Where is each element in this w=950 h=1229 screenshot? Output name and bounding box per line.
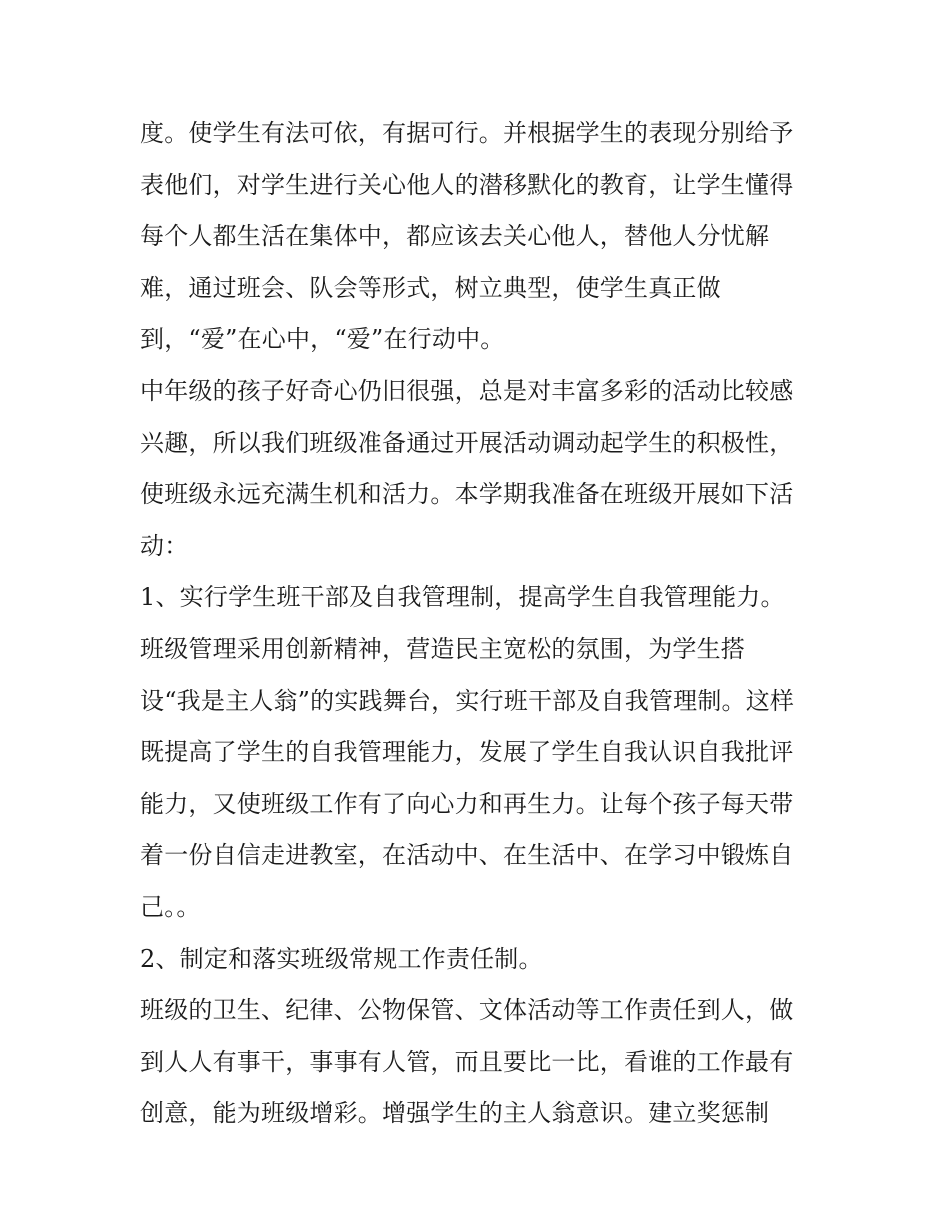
text-line: 到，“爱”在心中，“爱”在行动中。 [140, 325, 505, 354]
text-line: 度。使学生有法可依，有据可行。并根据学生的表现分别给予 [140, 119, 794, 147]
text-line: 班级的卫生、纪律、公物保管、文体活动等工作责任到人，做 [140, 996, 794, 1025]
text-line: 到人人有事干，事事有人管，而且要比一比，看谁的工作最有 [140, 1047, 794, 1076]
section-heading-1: 1、实行学生班干部及自我管理制，提高学生自我管理能力。 [140, 583, 785, 612]
text-line: 既提高了学生的自我管理能力，发展了学生自我认识自我批评 [140, 738, 794, 767]
section-heading-2: 2、制定和落实班级常规工作责任制。 [140, 944, 543, 973]
text-line: 每个人都生活在集体中，都应该去关心他人，替他人分忧解 [140, 222, 770, 251]
text-line: 创意，能为班级增彩。增强学生的主人翁意识。建立奖惩制 [140, 1099, 770, 1128]
text-line: 中年级的孩子好奇心仍旧很强，总是对丰富多彩的活动比较感 [140, 376, 794, 405]
body-text [140, 108, 820, 1140]
text-line: 着一份自信走进教室，在活动中、在生活中、在学习中锻炼自 [140, 841, 794, 870]
text-line: 表他们，对学生进行关心他人的潜移默化的教育，让学生懂得 [140, 170, 794, 199]
text-line: 己。。 [140, 892, 201, 921]
text-line: 动： [140, 531, 189, 560]
text-line: 能力，又使班级工作有了向心力和再生力。让每个孩子每天带 [140, 789, 794, 818]
text-line: 使班级永远充满生机和活力。本学期我准备在班级开展如下活 [140, 480, 794, 509]
text-line: 设“我是主人翁”的实践舞台，实行班干部及自我管理制。这样 [140, 686, 795, 715]
text-line: 兴趣，所以我们班级准备通过开展活动调动起学生的积极性， [140, 428, 794, 457]
text-line: 班级管理采用创新精神，营造民主宽松的氛围，为学生搭 [140, 634, 745, 663]
text-line: 难，通过班会、队会等形式，树立典型，使学生真正做 [140, 273, 721, 302]
